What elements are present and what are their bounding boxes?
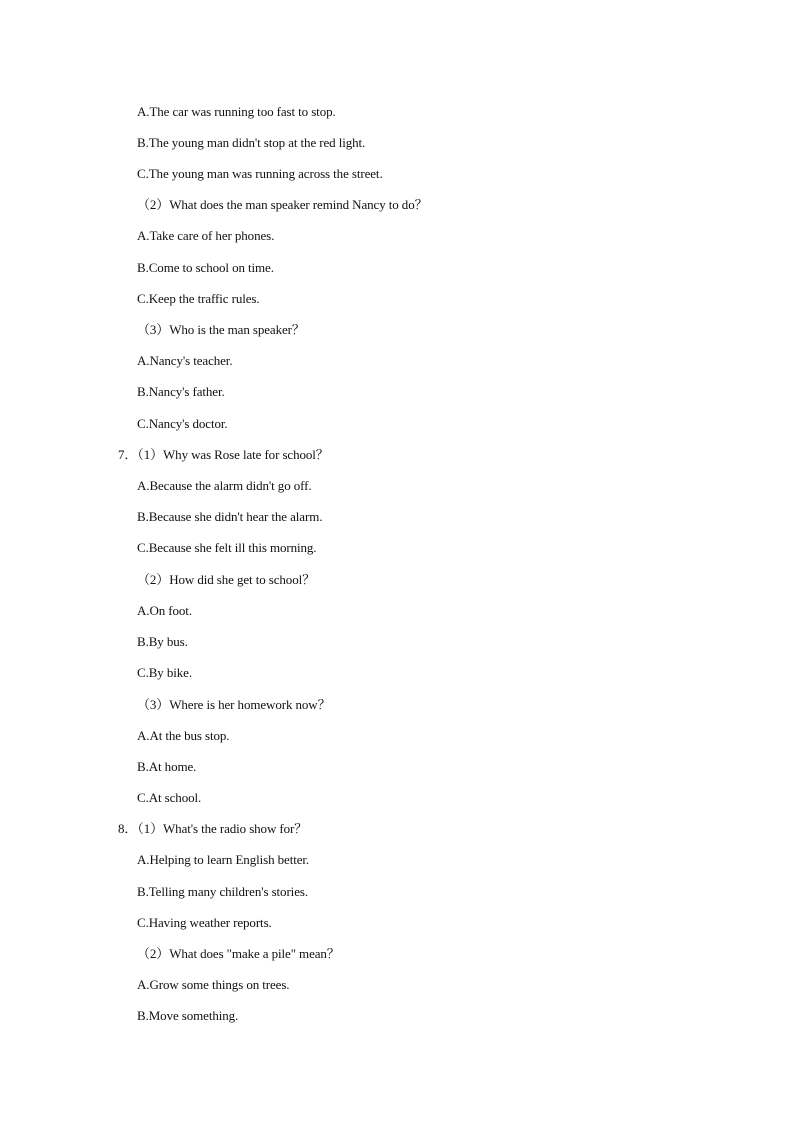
option-b: B.The young man didn't stop at the red light.	[137, 135, 366, 150]
option-a: A.Grow some things on trees.	[137, 977, 290, 992]
option-a: A.Because the alarm didn't go off.	[137, 478, 312, 493]
option-c: C.The young man was running across the street.	[137, 166, 383, 181]
option-b: B.Nancy's father.	[137, 384, 225, 399]
question-8: 8．（1）What's the radio show for？	[118, 821, 308, 836]
option-a: A.At the bus stop.	[137, 728, 230, 743]
option-a: A.Take care of her phones.	[137, 228, 275, 243]
option-c: C.Having weather reports.	[137, 915, 272, 930]
option-b: B.Because she didn't hear the alarm.	[137, 509, 323, 524]
option-c: C.Nancy's doctor.	[137, 416, 228, 431]
question-7: 7．（1）Why was Rose late for school？	[118, 447, 329, 462]
option-a: A.Nancy's teacher.	[137, 353, 233, 368]
option-a: A.On foot.	[137, 603, 192, 618]
option-c: C.Because she felt ill this morning.	[137, 540, 317, 555]
option-c: C.At school.	[137, 790, 202, 805]
option-b: B.At home.	[137, 759, 197, 774]
sub-question: （2）What does "make a pile" mean？	[137, 946, 340, 961]
sub-question: （3）Who is the man speaker？	[137, 322, 305, 337]
option-a: A.The car was running too fast to stop.	[137, 104, 336, 119]
option-b: B.Come to school on time.	[137, 260, 274, 275]
option-c: C.By bike.	[137, 665, 192, 680]
sub-question: （3）Where is her homework now？	[137, 697, 331, 712]
option-b: B.Move something.	[137, 1008, 239, 1023]
option-b: B.Telling many children's stories.	[137, 884, 308, 899]
option-b: B.By bus.	[137, 634, 188, 649]
sub-question: （2）What does the man speaker remind Nancy to do？	[137, 197, 428, 212]
sub-question: （2）How did she get to school？	[137, 572, 316, 587]
option-c: C.Keep the traffic rules.	[137, 291, 260, 306]
option-a: A.Helping to learn English better.	[137, 852, 310, 867]
